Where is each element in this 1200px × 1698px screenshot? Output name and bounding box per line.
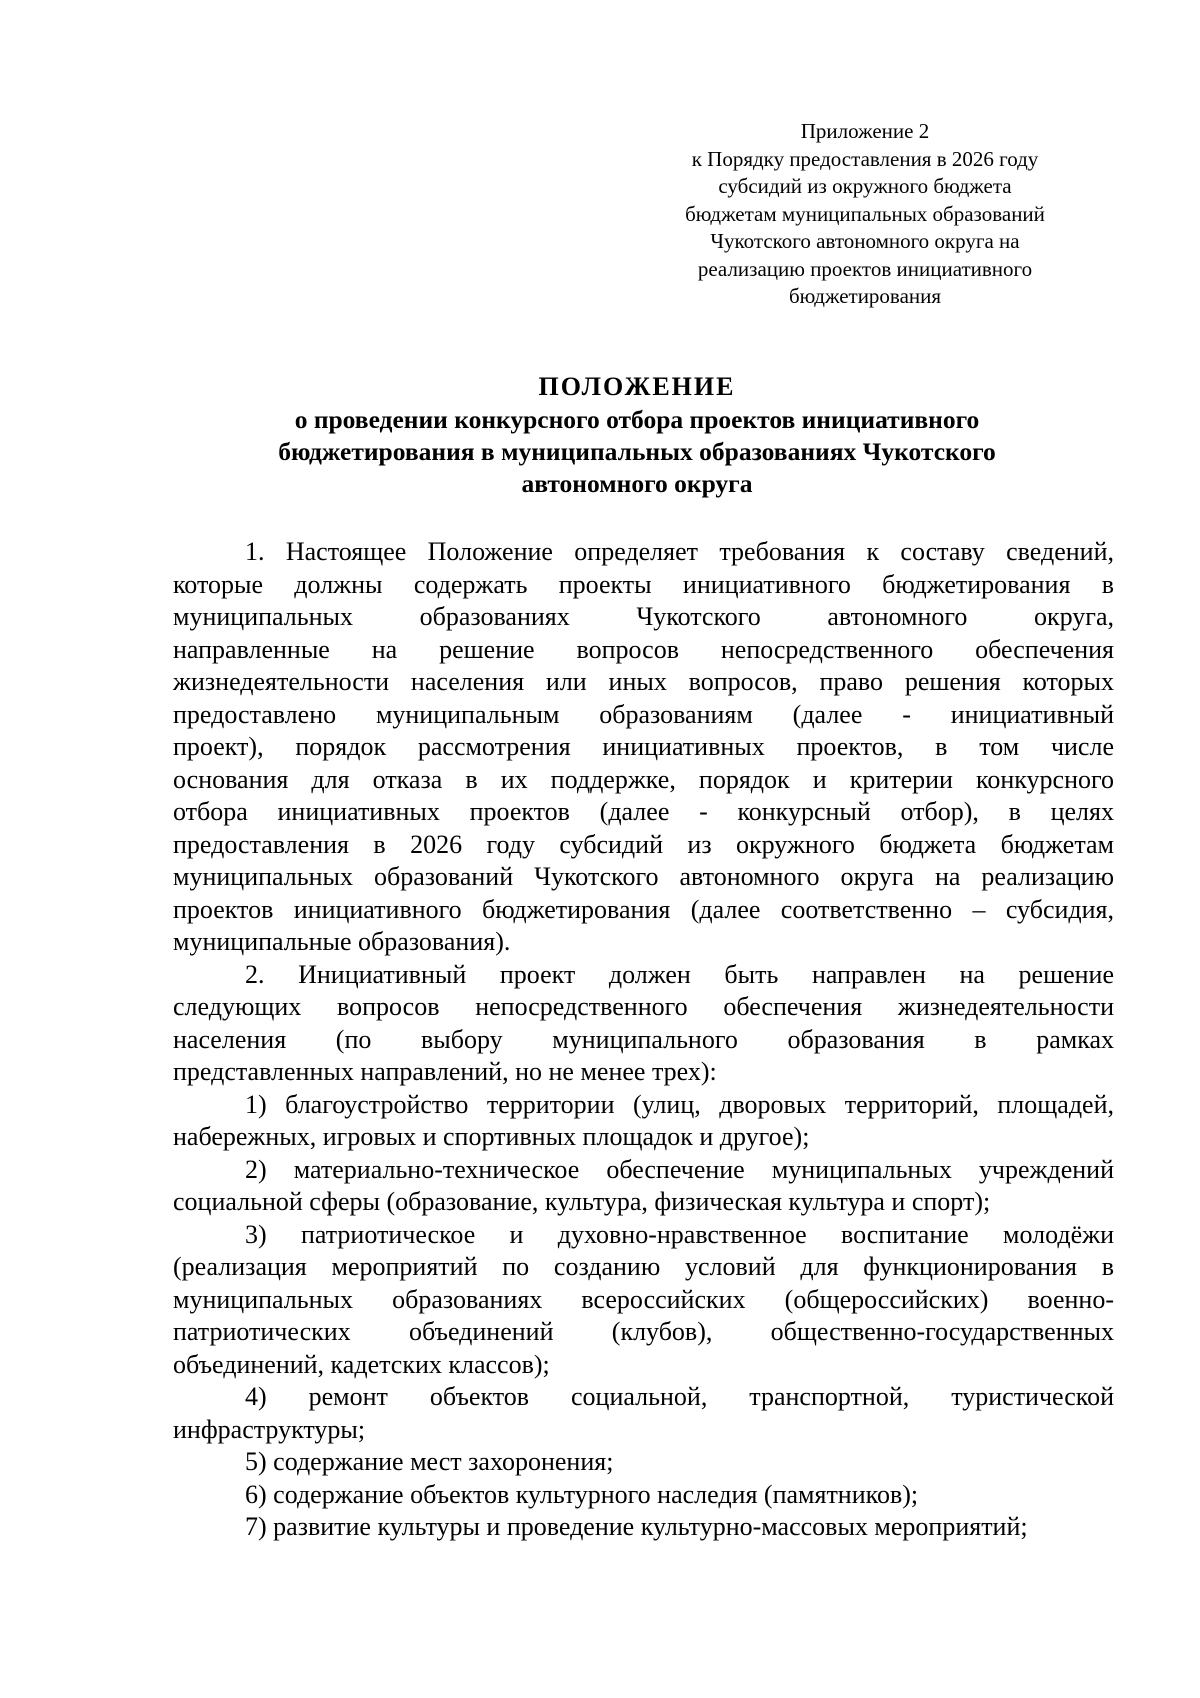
annex-line: бюджетирования — [788, 284, 942, 308]
paragraph-1-line: муниципальных образований Чукотского автономного округа на реализацию — [173, 862, 1114, 891]
annex-line: Чукотского автономного округа на — [710, 229, 1020, 253]
list-item-4-line: инфраструктуры; — [173, 1414, 366, 1444]
document-body — [173, 536, 1114, 1544]
annex-line: субсидий из окружного бюджета — [718, 174, 1012, 198]
list-item-3-line: муниципальных образованиях всероссийских (общероссийских) военно- — [173, 1284, 1114, 1314]
paragraph-1-line: которые должны содержать проекты инициативного бюджетирования в — [173, 569, 1114, 599]
list-item-6-line: 6) содержание объектов культурного наследия (памятников); — [245, 1479, 919, 1509]
paragraph-1-line: основания для отказа в их поддержке, порядок и критерии конкурсного — [173, 764, 1114, 794]
paragraph-1-line: проектов инициативного бюджетирования (далее соответственно – субсидия, — [173, 894, 1114, 924]
paragraph-1-line: проект), порядок рассмотрения инициативных проектов, в том числе — [173, 732, 1114, 761]
paragraph-2-line: следующих вопросов непосредственного обеспечения жизнедеятельности — [173, 992, 1114, 1021]
paragraph-1-line: направленные на решение вопросов непосредственного обеспечения — [173, 634, 1114, 664]
paragraph-2-line: 2. Инициативный проект должен быть направлен на решение — [245, 959, 1114, 989]
paragraph-1-line: предоставления в 2026 году субсидий из окружного бюджета бюджетам — [173, 829, 1114, 859]
annex-line: бюджетам муниципальных образований — [685, 201, 1045, 226]
list-item-1-line: 1) благоустройство территории (улиц, дворовых территорий, площадей, — [245, 1089, 1114, 1119]
list-item-7-line: 7) развитие культуры и проведение культурно-массовых мероприятий; — [245, 1512, 1028, 1541]
list-item-4-line: 4) ремонт объектов социальной, транспортной, туристической — [245, 1382, 1114, 1411]
list-item-5-line: 5) содержание мест захоронения; — [245, 1447, 614, 1476]
list-item-1-line: набережных, игровых и спортивных площадок и другое); — [173, 1122, 810, 1151]
title-subtitle-line: автономного округа — [521, 469, 753, 498]
title-main: ПОЛОЖЕНИЕ — [538, 372, 736, 401]
paragraph-1-line: муниципальных образованиях Чукотского автономного округа, — [173, 602, 1114, 631]
annex-line: к Порядку предоставления в 2026 году — [691, 146, 1039, 171]
list-item-3-line: 3) патриотическое и духовно-нравственное воспитание молодёжи — [245, 1219, 1114, 1249]
annex-header — [665, 118, 1065, 311]
paragraph-2-line: представленных направлений, но не менее трех): — [173, 1057, 717, 1086]
list-item-3-line: (реализация мероприятий по созданию условий для функционирования в — [173, 1252, 1114, 1281]
title-subtitle-line: бюджетирования в муниципальных образованиях Чукотского — [278, 437, 996, 466]
document-title — [160, 370, 1114, 500]
paragraph-1-line: отбора инициативных проектов (далее - конкурсный отбор), в целях — [173, 797, 1114, 826]
list-item-2-line: 2) материально-техническое обеспечение муниципальных учреждений — [245, 1154, 1114, 1184]
paragraph-1-line: 1. Настоящее Положение определяет требования к составу сведений, — [245, 537, 1114, 566]
list-item-3-line: объединений, кадетских классов); — [173, 1349, 550, 1379]
paragraph-1-line: жизнедеятельности населения или иных вопросов, право решения которых — [173, 667, 1114, 696]
paragraph-1-line: муниципальные образования). — [173, 927, 511, 956]
list-item-3-line: патриотических объединений (клубов), общественно-государственных — [173, 1317, 1114, 1346]
annex-line: реализацию проектов инициативного — [697, 256, 1033, 281]
annex-line: Приложение 2 — [800, 119, 930, 143]
list-item-2-line: социальной сферы (образование, культура, физическая культура и спорт); — [173, 1187, 991, 1216]
title-subtitle-line: о проведении конкурсного отбора проектов инициативного — [294, 405, 980, 434]
paragraph-2-line: населения (по выбору муниципального образования в рамках — [173, 1024, 1114, 1054]
paragraph-1-line: предоставлено муниципальным образованиям (далее - инициативный — [173, 699, 1114, 729]
